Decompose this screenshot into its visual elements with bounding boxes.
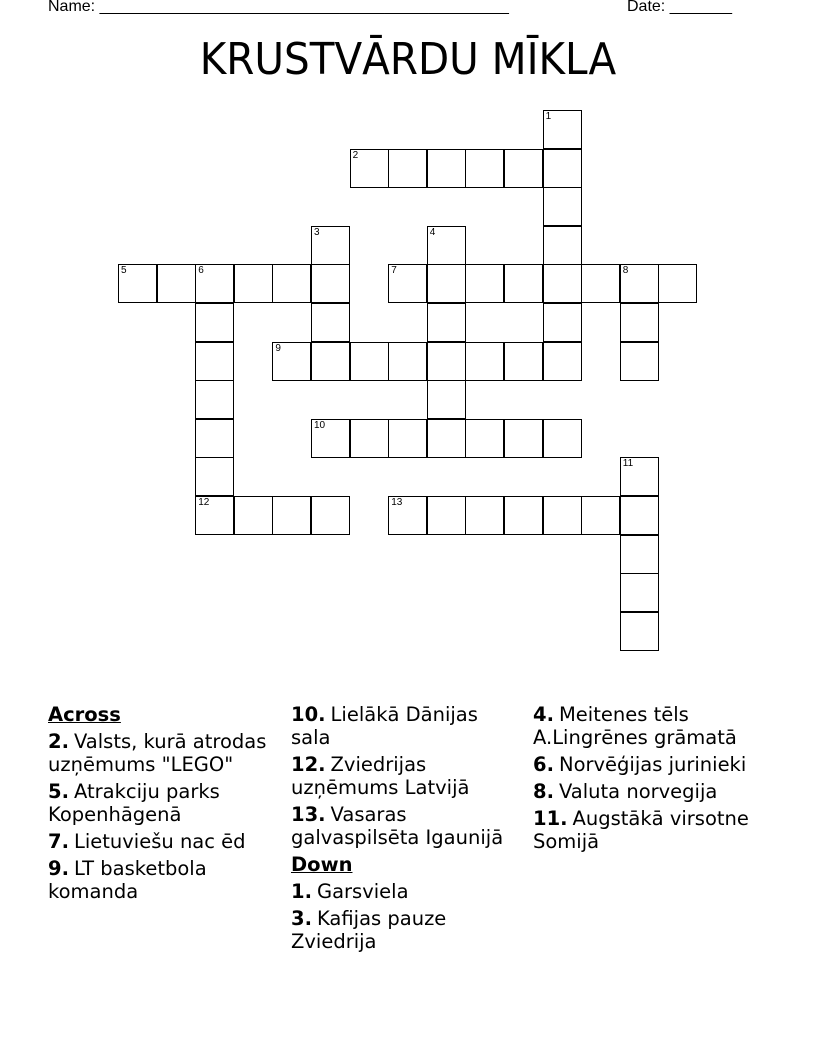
clue-text: Augstākā virsotne Somijā — [533, 807, 749, 853]
cell-number: 2 — [352, 149, 359, 161]
grid-cell[interactable] — [118, 264, 157, 303]
grid-cell[interactable] — [620, 264, 659, 303]
grid-cell[interactable] — [620, 496, 659, 535]
clues-column-2 — [291, 703, 523, 957]
clue-number: 11. — [533, 807, 568, 830]
cell-number: 5 — [121, 265, 127, 277]
clue-text: Valuta norvegija — [558, 780, 718, 803]
grid-cell[interactable] — [620, 612, 659, 651]
grid-cell[interactable] — [427, 496, 466, 535]
clue-number: 13. — [291, 803, 326, 826]
grid-cell[interactable] — [157, 264, 196, 303]
grid-cell[interactable] — [504, 264, 543, 303]
grid-cell[interactable] — [195, 303, 234, 342]
grid-cell[interactable] — [350, 149, 389, 188]
clue-number: 6. — [533, 753, 554, 776]
clue-number: 2. — [48, 730, 69, 753]
clue-text: Vasaras galvaspilsēta Igaunijā — [291, 803, 504, 849]
grid-cell[interactable] — [388, 342, 427, 381]
grid-cell[interactable] — [272, 496, 311, 535]
grid-cell[interactable] — [465, 149, 504, 188]
clue-across-9 — [48, 857, 278, 903]
grid-cell[interactable] — [427, 264, 466, 303]
grid-cell[interactable] — [427, 419, 466, 458]
grid-cell[interactable] — [543, 149, 582, 188]
grid-cell[interactable] — [427, 303, 466, 342]
grid-cell[interactable] — [543, 264, 582, 303]
clue-text: Meitenes tēls A.Lingrēnes grāmatā — [533, 703, 737, 749]
cell-number: 13 — [391, 497, 403, 508]
cell-number: 3 — [314, 226, 320, 238]
grid-cell[interactable] — [311, 419, 350, 458]
grid-cell[interactable] — [543, 303, 582, 342]
grid-cell[interactable] — [427, 226, 466, 265]
clue-number: 3. — [291, 907, 312, 930]
clue-number: 9. — [48, 857, 69, 880]
grid-cell[interactable] — [427, 342, 466, 381]
grid-cell[interactable] — [504, 149, 543, 188]
grid-cell[interactable] — [581, 264, 620, 303]
grid-cell[interactable] — [311, 303, 350, 342]
grid-cell[interactable] — [234, 264, 273, 303]
grid-cell[interactable] — [543, 419, 582, 458]
clue-down-11 — [533, 807, 773, 853]
grid-cell[interactable] — [195, 264, 234, 303]
clue-number: 1. — [291, 880, 312, 903]
grid-cell[interactable] — [504, 342, 543, 381]
grid-cell[interactable] — [311, 226, 350, 265]
grid-cell[interactable] — [195, 342, 234, 381]
grid-cell[interactable] — [272, 342, 311, 381]
clue-across-12 — [291, 753, 523, 799]
cell-number: 10 — [314, 419, 326, 431]
clue-text: Zviedrijas uzņēmums Latvijā — [291, 753, 470, 799]
clue-text: Valsts, kurā atrodas uzņēmums "LEGO" — [48, 730, 267, 776]
clues-column-3 — [533, 703, 773, 857]
grid-cell[interactable] — [658, 264, 697, 303]
grid-cell[interactable] — [234, 496, 273, 535]
clue-text: LT basketbola komanda — [48, 857, 207, 903]
clue-number: 5. — [48, 780, 69, 803]
clue-number: 12. — [291, 753, 326, 776]
grid-cell[interactable] — [195, 419, 234, 458]
grid-cell[interactable] — [350, 342, 389, 381]
clue-text: Atrakciju parks Kopenhāgenā — [48, 780, 220, 826]
clue-down-4 — [533, 703, 773, 749]
grid-cell[interactable] — [195, 380, 234, 419]
grid-cell[interactable] — [581, 496, 620, 535]
clue-across-7 — [48, 830, 278, 853]
clue-text: Lielākā Dānijas sala — [291, 703, 478, 749]
grid-cell[interactable] — [465, 264, 504, 303]
down-heading: Down — [291, 853, 353, 876]
grid-cell[interactable] — [504, 496, 543, 535]
grid-cell[interactable] — [465, 342, 504, 381]
clue-text: Garsviela — [316, 880, 409, 903]
clue-across-10 — [291, 703, 523, 749]
cell-number: 8 — [622, 265, 629, 277]
clues-column-1 — [48, 703, 278, 907]
page-title: KRUSTVĀRDU MĪKLA — [199, 34, 617, 85]
clue-down-1 — [291, 880, 523, 903]
grid-cell[interactable] — [427, 380, 466, 419]
grid-cell[interactable] — [465, 419, 504, 458]
grid-cell[interactable] — [620, 342, 659, 381]
cell-number: 12 — [198, 497, 210, 508]
grid-cell[interactable] — [620, 303, 659, 342]
clue-number: 7. — [48, 830, 69, 853]
grid-cell[interactable] — [388, 419, 427, 458]
grid-cell[interactable] — [543, 496, 582, 535]
clue-across-13 — [291, 803, 523, 849]
grid-cell[interactable] — [504, 419, 543, 458]
cell-number: 4 — [429, 226, 436, 238]
grid-cell[interactable] — [388, 496, 427, 535]
grid-cell[interactable] — [543, 342, 582, 381]
clue-down-3 — [291, 907, 523, 953]
date-line: Date: _______ — [627, 0, 732, 15]
clue-down-8 — [533, 780, 773, 803]
clue-text: Norvēģijas jurinieki — [558, 753, 747, 776]
grid-cell[interactable] — [311, 496, 350, 535]
cell-number: 9 — [275, 342, 281, 354]
clue-number: 8. — [533, 780, 554, 803]
clue-number: 4. — [533, 703, 554, 726]
grid-cell[interactable] — [388, 264, 427, 303]
grid-cell[interactable] — [272, 264, 311, 303]
across-heading: Across — [48, 703, 121, 726]
grid-cell[interactable] — [195, 496, 234, 535]
cell-number: 6 — [198, 265, 204, 277]
grid-cell[interactable] — [543, 226, 582, 265]
grid-cell[interactable] — [311, 342, 350, 381]
grid-cell[interactable] — [620, 573, 659, 612]
grid-cell[interactable] — [543, 110, 582, 149]
grid-cell[interactable] — [350, 419, 389, 458]
grid-cell[interactable] — [620, 457, 659, 496]
grid-cell[interactable] — [620, 535, 659, 574]
cell-number: 7 — [391, 265, 397, 277]
clue-number: 10. — [291, 703, 326, 726]
grid-cell[interactable] — [388, 149, 427, 188]
clue-down-6 — [533, 753, 773, 776]
cell-number: 1 — [545, 111, 552, 122]
clue-across-5 — [48, 780, 278, 826]
clue-across-2 — [48, 730, 278, 776]
clue-text: Kafijas pauze Zviedrija — [291, 907, 447, 953]
grid-cell[interactable] — [465, 496, 504, 535]
name-line: Name: ______________________________________________ — [48, 0, 509, 15]
grid-cell[interactable] — [195, 457, 234, 496]
grid-cell[interactable] — [311, 264, 350, 303]
clue-text: Lietuviešu nac ēd — [73, 830, 246, 853]
grid-cell[interactable] — [543, 187, 582, 226]
grid-cell[interactable] — [427, 149, 466, 188]
cell-number: 11 — [622, 458, 634, 470]
